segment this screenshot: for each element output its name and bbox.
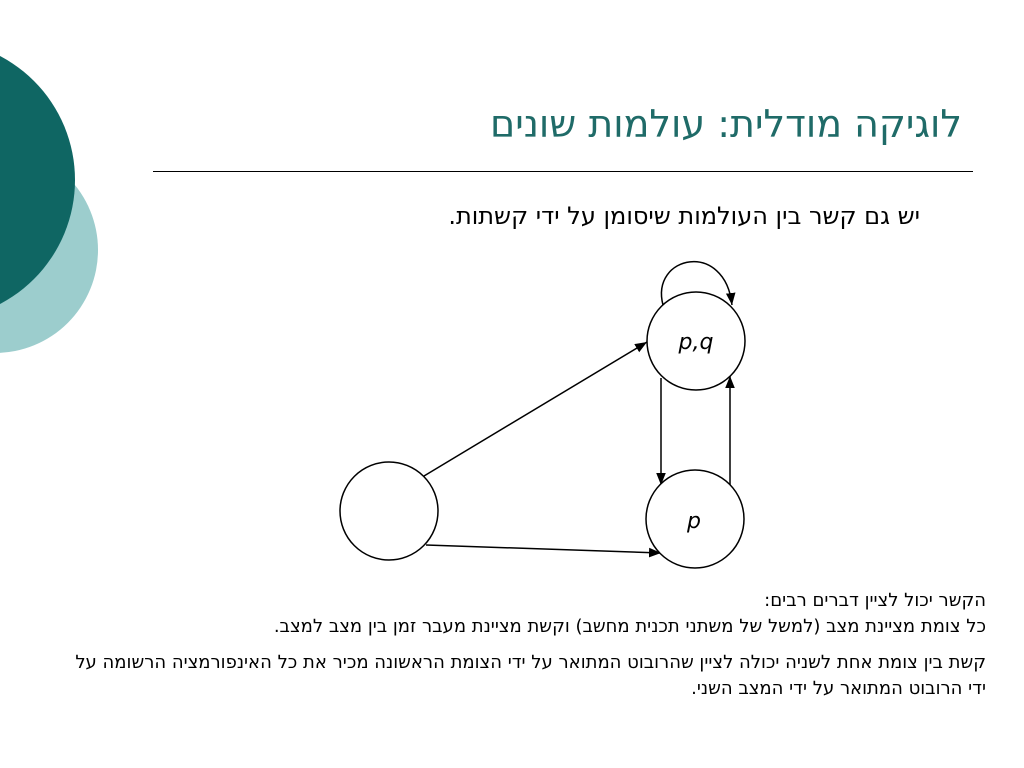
description-paragraph-2: קשת בין צומת אחת לשניה יכולה לציין שהרובוט המתואר על ידי הצומת הראשונה מכיר את כל האינפורמציה הרשומה על ידי הרובוט המתואר על ידי המצב השני. xyxy=(75,652,986,699)
description-block xyxy=(56,588,986,702)
slide-title: לוגיקה מודלית: עולמות שונים xyxy=(490,102,962,146)
node-top-label: p,q xyxy=(678,330,714,355)
edge-left-to-bottom xyxy=(426,545,661,553)
description-line-1: הקשר יכול לציין דברים רבים: xyxy=(764,590,986,611)
bullet-text: יש גם קשר בין העולמות שיסומן על ידי קשתות. xyxy=(448,202,920,230)
node-left xyxy=(340,462,438,560)
node-bottom-label: p xyxy=(687,509,701,534)
edge-left-to-top xyxy=(424,342,647,476)
description-line-2: כל צומת מציינת מצב (למשל של משתני תכנית מחשב) וקשת מציינת מעבר זמן בין מצב למצב. xyxy=(273,616,986,637)
